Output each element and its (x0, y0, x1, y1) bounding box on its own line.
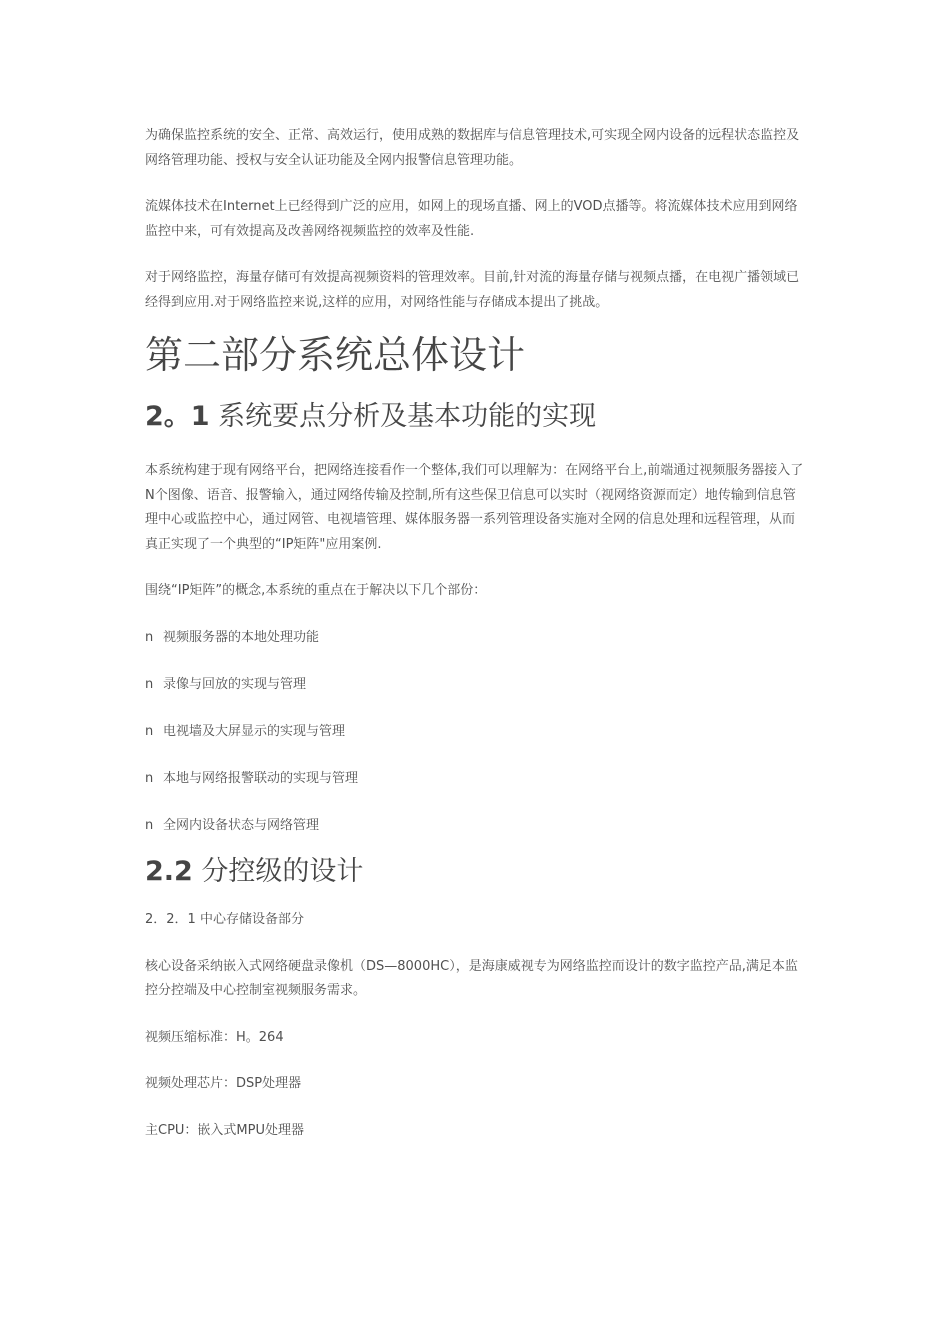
bullet-mark: n (145, 676, 154, 692)
intro-paragraph: 流媒体技术在Internet上已经得到广泛的应用，如网上的现场直播、网上的VOD点播等。将流媒体技术应用到网络监控中来，可有效提高及改善网络视频监控的效率及性能. (145, 199, 798, 239)
section-heading-2-1 (145, 399, 807, 435)
section-number: 2.2 (145, 856, 193, 887)
intro-paragraph: 对于网络监控，海量存储可有效提高视频资料的管理效率。目前,针对流的海量存储与视频点播，在电视广播领域已经得到应用.对于网络监控来说,这样的应用，对网络性能与存储成本提出了挑战。 (145, 270, 800, 310)
bullet-mark: n (145, 723, 154, 739)
body-paragraph: 主CPU：嵌入式MPU处理器 (145, 1122, 305, 1138)
list-item (145, 626, 807, 651)
list-item-text: 视频服务器的本地处理功能 (163, 629, 320, 645)
document-page (145, 124, 807, 1165)
section-heading-2-2 (145, 854, 807, 890)
body-paragraph: 核心设备采纳嵌入式网络硬盘录像机（DS—8000HC），是海康威视专为网络监控而设计的数字监控产品,满足本监控分控端及中心控制室视频服务需求。 (145, 958, 798, 998)
bullet-mark: n (145, 817, 154, 833)
body-paragraph: 视频压缩标准：H。264 (145, 1029, 284, 1045)
body-paragraph: 围绕“IP矩阵”的概念,本系统的重点在于解决以下几个部份： (145, 583, 487, 598)
section-number: 2。1 (145, 401, 210, 432)
bullet-mark: n (145, 629, 154, 645)
list-item-text: 电视墙及大屏显示的实现与管理 (163, 723, 346, 739)
section-title: 系统要点分析及基本功能的实现 (218, 401, 597, 432)
list-item (145, 767, 807, 792)
section-title: 分控级的设计 (201, 856, 364, 887)
list-item-text: 本地与网络报警联动的实现与管理 (163, 770, 359, 786)
intro-paragraph: 为确保监控系统的安全、正常、高效运行，使用成熟的数据库与信息管理技术,可实现全网内设备的远程状态监控及网络管理功能、授权与安全认证功能及全网内报警信息管理功能。 (145, 128, 800, 168)
body-paragraph: 本系统构建于现有网络平台，把网络连接看作一个整体,我们可以理解为：在网络平台上,前端通过视频服务器接入了N个图像、语音、报警输入，通过网络传输及控制,所有这些保卫信息可以实时（视网络资源而定）地传输到信息管理中心或监控中心，通过网管、电视墙管理、媒体服务器一系列管理设备实施对全网的信息处理和远程管理，从而真正实现了一个典型的“IP矩阵"应用案例. (145, 463, 804, 552)
list-item (145, 814, 807, 839)
bullet-mark: n (145, 770, 154, 786)
list-item-text: 全网内设备状态与网络管理 (163, 817, 320, 833)
list-item (145, 720, 807, 745)
list-item (145, 673, 807, 698)
body-paragraph: 视频处理芯片：DSP处理器 (145, 1076, 302, 1091)
list-item-text: 录像与回放的实现与管理 (163, 676, 307, 692)
part-title: 第二部分系统总体设计 (145, 333, 526, 377)
subsection-heading: 2．2．1 中心存储设备部分 (145, 912, 304, 927)
